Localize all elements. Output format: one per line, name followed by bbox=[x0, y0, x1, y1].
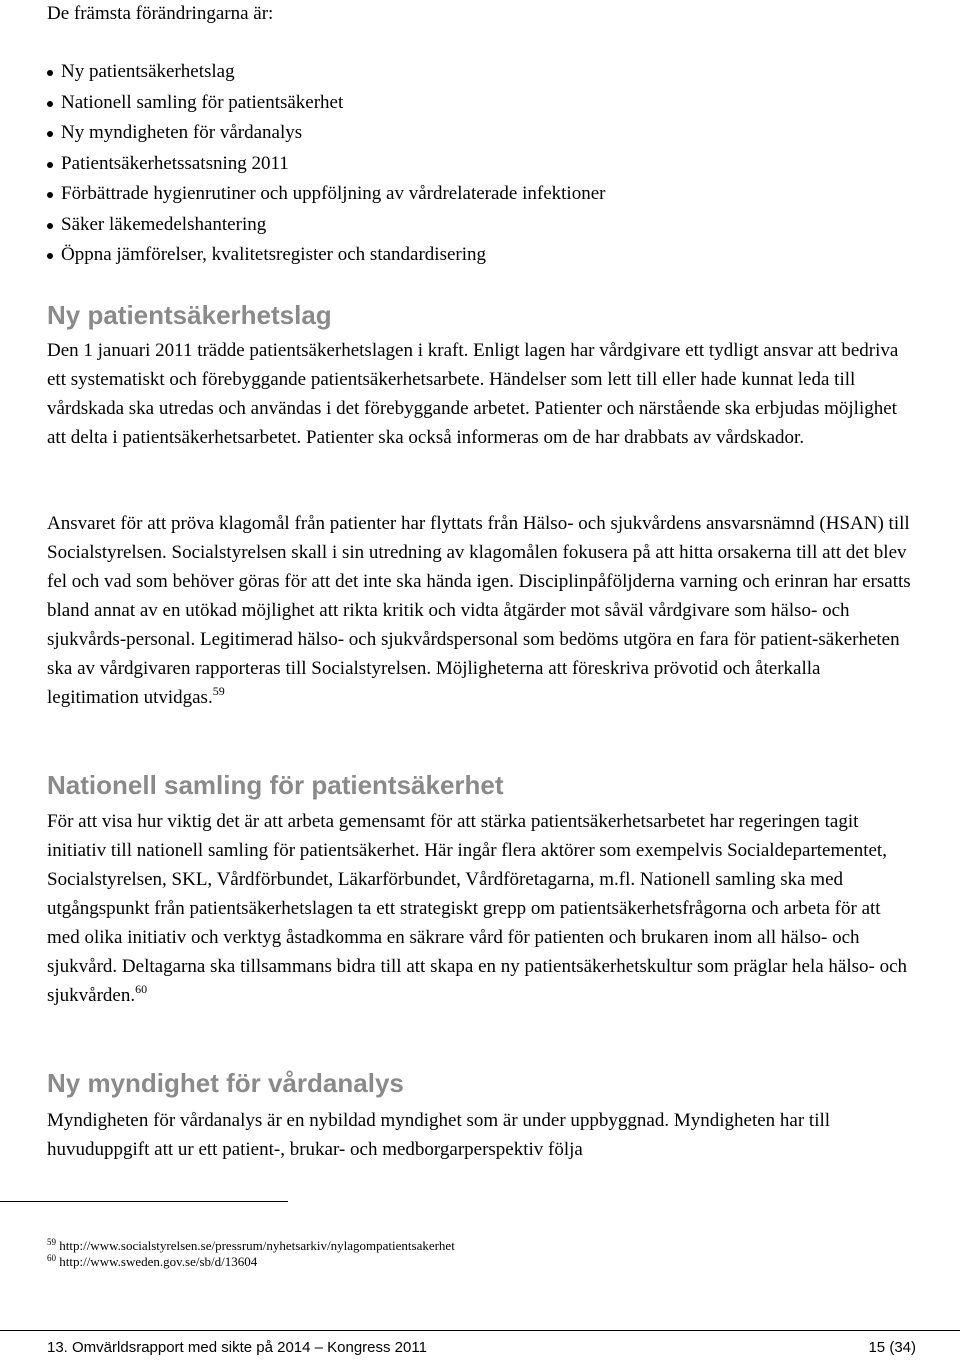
list-item: Ny patientsäkerhetslag bbox=[47, 60, 605, 91]
page-number: 15 (34) bbox=[868, 1339, 916, 1356]
paragraph: Ansvaret för att pröva klagomål från patienter har flyttats från Hälso- och sjukvårdens ansvarsnämnd (HSAN) till Socialstyrelsen. Socialstyrelsen skall i sin utredning av klagomålen fokusera på att hitta orsakerna till att det blev fel och vad som behöver göras för att det inte ska hända igen. Disciplinpåföljderna varning och erinran har ersatts bland annat av en utökad möjlighet att rikta kritik och vidta åtgärder mot såväl vårdgivare som hälso- och sjukvårds-personal. Legitimerad hälso- och sjukvårdspersonal som bedöms utgöra en fara för patient-säkerheten ska av vårdgivaren rapporteras till Socialstyrelsen. Möjligheterna att föreskriva prövotid och återkalla legitimation utvidgas.$^{59}$ bbox=[47, 513, 911, 708]
list-item: Ny myndigheten för vårdanalys bbox=[47, 121, 605, 152]
section-heading-nationell-samling: Nationell samling för patientsäkerhet bbox=[47, 770, 504, 800]
list-item: Säker läkemedelshantering bbox=[47, 213, 605, 244]
bullet-icon bbox=[47, 192, 53, 198]
bullet-icon bbox=[47, 131, 53, 137]
intro-text: De främsta förändringarna är: bbox=[47, 3, 274, 24]
section-heading-patientsakerhetslag: Ny patientsäkerhetslag bbox=[47, 300, 332, 330]
footer-divider bbox=[0, 1330, 960, 1331]
section-heading-vardanalys: Ny myndighet för vårdanalys bbox=[47, 1068, 404, 1098]
paragraph: För att visa hur viktig det är att arbeta gemensamt för att stärka patientsäkerhetsarbetet har regeringen tagit initiativ till nationell samling för patientsäkerhet. Här ingår flera aktörer som exempelvis Socialdepartementet, Socialstyrelsen, SKL, Vårdförbundet, Läkarförbundet, Vårdföretagarna, m.fl. Nationell samling ska med utgångspunkt från patientsäkerhetslagen ta ett strategiskt grepp om patientsäkerhetsfrågorna och arbeta för att med olika initiativ och verktyg åstadkomma en säkrare vård för patienten och brukaren inom all hälso- och sjukvård. Deltagarna ska tillsammans bidra till att skapa en ny patientsäkerhetskultur som präglar hela hälso- och sjukvården.$^{60}$ bbox=[47, 811, 908, 1006]
footnote-ref[interactable]: 59 bbox=[212, 684, 225, 698]
bullet-icon bbox=[47, 70, 53, 76]
footnote-divider bbox=[0, 1201, 288, 1202]
footnote-item: $^{60}$ http://www.sweden.gov.se/sb/d/13604 bbox=[47, 1253, 258, 1269]
paragraph: Myndigheten för vårdanalys är en nybildad myndighet som är under uppbyggnad. Myndigheten har till huvuduppgift att ur ett patient-, brukar- och medborgarperspektiv följa bbox=[47, 1110, 831, 1160]
bullet-icon bbox=[47, 253, 53, 259]
paragraph: Den 1 januari 2011 trädde patientsäkerhetslagen i kraft. Enligt lagen har vårdgivare ett tydligt ansvar att bedriva ett systematiskt och förebyggande patientsäkerhetsarbete. Händelser som lett till eller hade kunnat leda till vårdskada ska utredas och användas i det förebyggande arbetet. Patienter och närstående ska erbjudas möjlighet att delta i patientsäkerhetsarbetet. Patienter ska också informeras om de har drabbats av vårdskador. bbox=[47, 340, 899, 448]
footnote-ref[interactable]: 60 bbox=[135, 982, 148, 996]
footnotes bbox=[47, 1238, 455, 1270]
bullet-icon bbox=[47, 162, 53, 168]
bullet-icon bbox=[47, 223, 53, 229]
footnote-link[interactable]: http://www.socialstyrelsen.se/pressrum/nyhetsarkiv/nylagompatientsakerhet bbox=[59, 1238, 455, 1253]
footnote-item: $^{59}$ http://www.socialstyrelsen.se/pressrum/nyhetsarkiv/nylagompatientsakerhet bbox=[47, 1237, 455, 1253]
change-list bbox=[47, 60, 605, 274]
list-item: Förbättrade hygienrutiner och uppföljning av vårdrelaterade infektioner bbox=[47, 182, 605, 213]
bullet-icon bbox=[47, 101, 53, 107]
page-footer bbox=[47, 1330, 916, 1368]
list-item: Nationell samling för patientsäkerhet bbox=[47, 91, 605, 122]
list-item: Patientsäkerhetssatsning 2011 bbox=[47, 152, 605, 183]
list-item: Öppna jämförelser, kvalitetsregister och standardisering bbox=[47, 243, 605, 274]
footnote-link[interactable]: http://www.sweden.gov.se/sb/d/13604 bbox=[59, 1254, 258, 1269]
footer-title: 13. Omvärldsrapport med sikte på 2014 – Kongress 2011 bbox=[47, 1339, 427, 1356]
